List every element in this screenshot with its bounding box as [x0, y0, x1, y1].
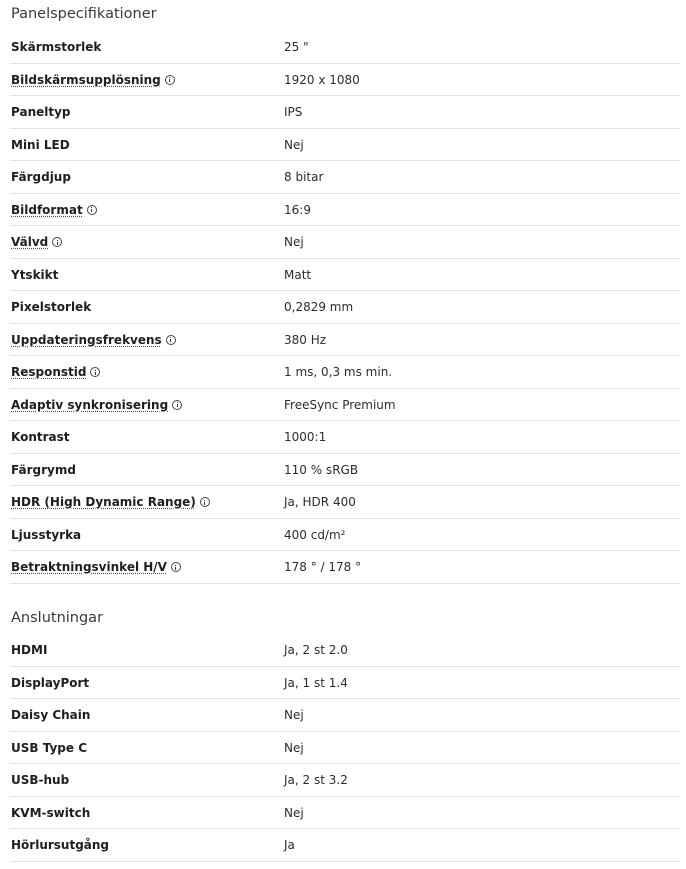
spec-label-text: Färgrymd	[11, 462, 76, 477]
spec-row	[0, 551, 680, 584]
spec-label-text[interactable]: HDR (High Dynamic Range)	[11, 495, 196, 510]
spec-label[interactable]	[11, 235, 62, 249]
spec-label-text: KVM-switch	[11, 805, 91, 820]
spec-value: 0,2829 mm	[284, 300, 354, 315]
spec-label[interactable]	[11, 398, 182, 412]
spec-table	[0, 31, 680, 584]
info-icon[interactable]	[166, 335, 176, 345]
spec-label	[11, 105, 71, 119]
spec-row	[0, 96, 680, 129]
info-icon[interactable]	[90, 367, 100, 377]
spec-label	[11, 708, 90, 722]
spec-row	[0, 291, 680, 324]
spec-value: 16:9	[284, 202, 311, 217]
spec-label-text[interactable]: Adaptiv synkronisering	[11, 397, 169, 412]
info-icon[interactable]	[87, 205, 97, 215]
info-icon[interactable]	[200, 497, 210, 507]
spec-value: 400 cd/m²	[284, 527, 346, 542]
spec-value: 1920 x 1080	[284, 72, 360, 87]
spec-row	[0, 259, 680, 292]
spec-label[interactable]	[11, 365, 100, 379]
spec-label-text: Färgdjup	[11, 170, 71, 185]
spec-value: Ja, 2 st 3.2	[284, 773, 348, 788]
spec-row	[0, 454, 680, 487]
spec-label	[11, 40, 101, 54]
spec-label	[11, 463, 76, 477]
spec-label-text: USB Type C	[11, 740, 88, 755]
spec-value: Ja, HDR 400	[284, 495, 356, 510]
spec-row	[0, 129, 680, 162]
spec-row	[0, 389, 680, 422]
spec-row	[0, 699, 680, 732]
section-title: Anslutningar	[11, 610, 104, 626]
spec-value: Matt	[284, 267, 312, 282]
info-icon[interactable]	[171, 562, 181, 572]
spec-label-text[interactable]: Bildformat	[11, 202, 83, 217]
spec-value: Ja	[284, 838, 295, 853]
spec-label	[11, 528, 81, 542]
spec-label-text[interactable]: Responstid	[11, 365, 87, 380]
spec-label[interactable]	[11, 333, 176, 347]
spec-label[interactable]	[11, 560, 181, 574]
spec-label-text: Pixelstorlek	[11, 300, 92, 315]
spec-value: 1000:1	[284, 430, 327, 445]
spec-label	[11, 773, 69, 787]
spec-label	[11, 170, 71, 184]
spec-row	[0, 764, 680, 797]
spec-value: 380 Hz	[284, 332, 327, 347]
spec-row	[0, 797, 680, 830]
spec-row	[0, 634, 680, 667]
spec-label	[11, 838, 109, 852]
spec-label-text: HDMI	[11, 643, 48, 658]
spec-value: 178 ° / 178 °	[284, 560, 362, 575]
spec-label	[11, 676, 89, 690]
spec-label-text[interactable]: Betraktningsvinkel H/V	[11, 560, 167, 575]
spec-label-text: Skärmstorlek	[11, 40, 102, 55]
spec-row	[0, 732, 680, 765]
spec-label-text: DisplayPort	[11, 675, 90, 690]
spec-value: 1 ms, 0,3 ms min.	[284, 365, 393, 380]
spec-value: Nej	[284, 235, 304, 250]
spec-row	[0, 226, 680, 259]
spec-label-text: Kontrast	[11, 430, 70, 445]
spec-label-text: Ytskikt	[11, 267, 59, 282]
spec-label	[11, 806, 90, 820]
spec-row	[0, 486, 680, 519]
spec-value: FreeSync Premium	[284, 397, 396, 412]
spec-label-text: Mini LED	[11, 137, 70, 152]
spec-row	[0, 324, 680, 357]
spec-label	[11, 643, 47, 657]
spec-row	[0, 356, 680, 389]
spec-label-text: Hörlursutgång	[11, 838, 110, 853]
spec-label[interactable]	[11, 495, 210, 509]
spec-value: Nej	[284, 137, 304, 152]
spec-label	[11, 268, 58, 282]
spec-label	[11, 430, 70, 444]
spec-label-text: Paneltyp	[11, 105, 71, 120]
spec-label	[11, 741, 87, 755]
spec-label[interactable]	[11, 73, 175, 87]
spec-label	[11, 138, 70, 152]
spec-label-text: Ljusstyrka	[11, 527, 82, 542]
spec-label-text[interactable]: Uppdateringsfrekvens	[11, 332, 162, 347]
spec-label	[11, 300, 91, 314]
spec-value: Nej	[284, 740, 304, 755]
spec-label-text[interactable]: Välvd	[11, 235, 49, 250]
spec-row	[0, 421, 680, 454]
spec-row	[0, 31, 680, 64]
info-icon[interactable]	[172, 400, 182, 410]
spec-value: IPS	[284, 105, 303, 120]
spec-row	[0, 829, 680, 862]
spec-value: Ja, 2 st 2.0	[284, 643, 348, 658]
spec-value: 110 % sRGB	[284, 462, 359, 477]
spec-value: Nej	[284, 708, 304, 723]
spec-row	[0, 64, 680, 97]
spec-value: 8 bitar	[284, 170, 324, 185]
spec-table	[0, 634, 680, 862]
spec-label-text[interactable]: Bildskärmsupplösning	[11, 72, 161, 87]
spec-row	[0, 161, 680, 194]
spec-value: Ja, 1 st 1.4	[284, 675, 348, 690]
spec-row	[0, 519, 680, 552]
spec-label-text: Daisy Chain	[11, 708, 91, 723]
spec-label[interactable]	[11, 203, 97, 217]
spec-label-text: USB-hub	[11, 773, 70, 788]
info-icon[interactable]	[52, 237, 62, 247]
spec-row	[0, 194, 680, 227]
spec-row	[0, 667, 680, 700]
spec-value: 25 "	[284, 40, 309, 55]
section-title: Panelspecifikationer	[11, 6, 157, 22]
info-icon[interactable]	[165, 75, 175, 85]
spec-value: Nej	[284, 805, 304, 820]
